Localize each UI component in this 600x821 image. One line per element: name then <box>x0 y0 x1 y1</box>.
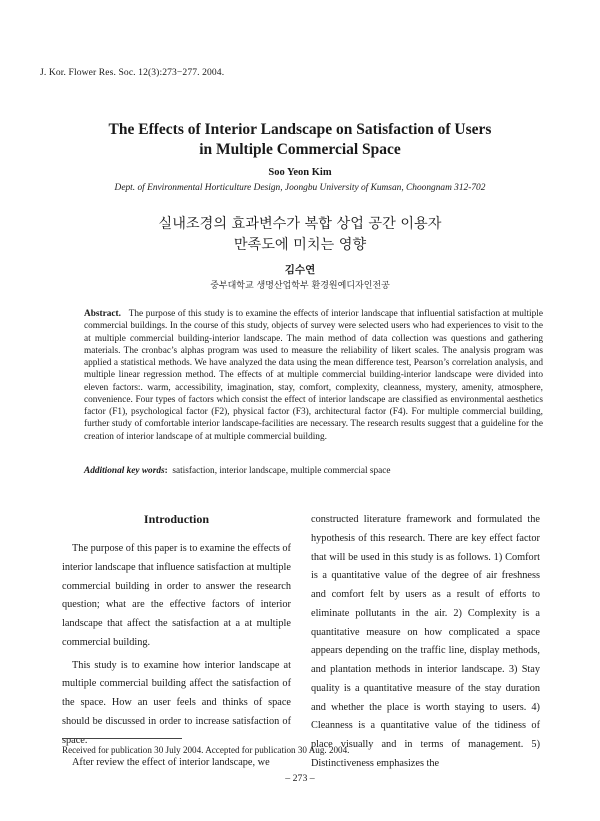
paper-title-line-1: The Effects of Interior Landscape on Satisfaction of Users <box>108 121 492 138</box>
korean-title-line-2: 만족도에 미치는 영향 <box>233 237 367 253</box>
publication-dates-footnote: Received for publication 30 July 2004. Accepted for publication 30 Aug. 2004. <box>62 745 350 755</box>
abstract-text: The purpose of this study is to examine the effects of interior landscape that influential satisfaction at multiple commercial buildings. In the course of this study, objects of survey were selected users who had experiences to visit to the at multiple commercial building-interior landscape. The main method of data collection was questions and gathering materials. The cronbac’s alphas program was used to measure the reliability of likert scales. The analysis program was applied a statistical methods. We have analyzed the data using the mean difference test, Pearson’s correlation analysis, and multiple linear regression method. The effects of at multiple commercial building-interior landscape were divided into eleven factors:. warm, accessibility, imagination, stay, comfort, complexity, cleanness, mystery, amenity, atmosphere, convenience. Four types of factors which consist the effect of interior landscape are classified as environmental aesthetics factor (F1), psychological factor (F2), physical factor (F3), architectural factor (F4). For multiple commercial building, further study of comfortable interior landscape-facilities are necessary. The research results suggest that a guideline for the creation of interior landscape of at multiple commercial building. <box>84 309 543 442</box>
section-heading-introduction: Introduction <box>143 512 210 526</box>
intro-paragraph-1: The purpose of this paper is to examine the effects of interior landscape that influence satisfaction at multiple commercial building in order to answer the research question; what are the effective factors of interior landscape that affect the satisfaction at a at multiple commercial building. <box>62 543 291 648</box>
right-column <box>311 511 540 774</box>
korean-author-name: 김수연 <box>284 264 316 276</box>
author-affiliation: Dept. of Environmental Horticulture Design, Joongbu University of Kumsan, Choongnam 312-702 <box>114 183 486 193</box>
keywords-text: satisfaction, interior landscape, multiple commercial space <box>172 466 391 476</box>
paper-title-line-2: in Multiple Commercial Space <box>199 141 401 158</box>
korean-title <box>60 214 540 256</box>
page-number: – 273 – <box>285 773 315 784</box>
intro-paragraph-2: This study is to examine how interior landscape at multiple commercial building affect the satisfaction of the space. How an user feels and thinks of space should be discussed in order to increase satisfaction of space. <box>62 659 291 746</box>
paper-title <box>60 120 540 160</box>
abstract-label: Abstract. <box>84 309 121 319</box>
journal-citation: J. Kor. Flower Res. Soc. 12(3):273−277. 2004. <box>40 67 225 78</box>
intro-paragraph-3: After review the effect of interior landscape, we <box>72 757 270 769</box>
keywords: Additional key words: satisfaction, interior landscape, multiple commercial space <box>84 466 391 476</box>
footnote-divider <box>62 738 182 739</box>
right-column-paragraph: constructed literature framework and formulated the hypothesis of this research. There are key effect factor that will be used in this study is as follows. 1) Comfort is a quantitative value of the degree of air freshness and comfort felt by users as a result of efforts to eliminate pollutants in the air. 2) Complexity is a quantitative measure on how complicated a space appears depending on the traffic line, display methods, and plantation methods in interior landscape. 3) Stay quality is a quantitative measure of the stay duration and whether the place is worth staying to users. 4) Cleanness is a quantitative value of the tidiness of place visually and in terms of management. 5) Distinctiveness emphasizes the <box>311 514 540 769</box>
keywords-label: Additional key words <box>84 466 165 476</box>
korean-title-line-1: 실내조경의 효과변수가 복합 상업 공간 이용자 <box>158 216 442 232</box>
author-name: Soo Yeon Kim <box>268 167 332 178</box>
abstract <box>84 308 543 443</box>
left-column <box>62 512 291 773</box>
korean-affiliation: 중부대학교 생명산업학부 환경원예디자인전공 <box>210 281 390 291</box>
